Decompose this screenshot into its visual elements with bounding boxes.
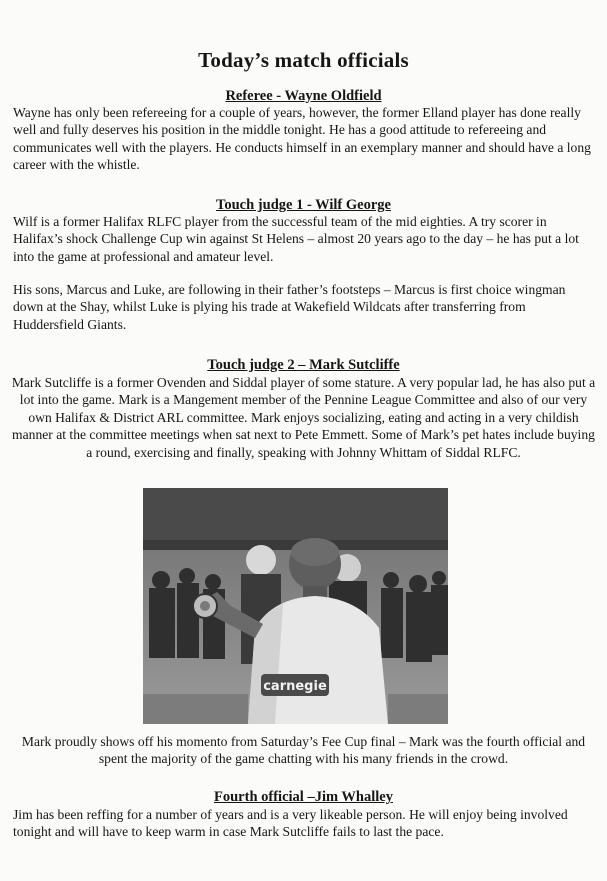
photo-mark-sutcliffe (143, 488, 448, 724)
heading-fourth-official: Fourth official –Jim Whalley (214, 789, 393, 805)
paragraph-referee: Wayne has only been refereeing for a couple of years, however, the former Elland player has done really well and fully deserves his position in the middle tonight. He has a good attitude to refereeing and communicates well with the players. He conducts himself in an exemplary manner and should have a long career with the whistle. (13, 105, 591, 173)
heading-referee: Referee - Wayne Oldfield (225, 88, 382, 104)
photo-caption: Mark proudly shows off his momento from Saturday’s Fee Cup final – Mark was the fourth official and spent the majority of the game chatting with his many friends in the crowd. (21, 734, 586, 767)
paragraph-touch-judge-1-a: Wilf is a former Halifax RLFC player from the successful team of the mid eighties. A try scorer in Halifax’s shock Challenge Cup win against St Helens – almost 20 years ago to the day – he has put a lot into the game at professional and amateur level. (13, 214, 579, 264)
heading-touch-judge-2: Touch judge 2 – Mark Sutcliffe (207, 357, 400, 373)
photo-illustration (143, 488, 448, 724)
heading-touch-judge-1: Touch judge 1 - Wilf George (216, 197, 391, 213)
paragraph-touch-judge-1-b: His sons, Marcus and Luke, are following in their father’s footsteps – Marcus is first choice wingman down at the Shay, whilst Luke is plying his trade at Wakefield Wildcats after transferring from Huddersfield Giants. (13, 282, 566, 332)
page-title: Today’s match officials (198, 48, 409, 72)
paragraph-touch-judge-2: Mark Sutcliffe is a former Ovenden and Siddal player of some stature. A very popular lad, he has also put a lot into the game. Mark is a Mangement member of the Pennine League Committee and also of our very own Halifax & District ARL committee. Mark enjoys socializing, eating and acting in a very childish manner at the committee meetings when sat next to Pete Emmett. Some of Mark’s pet hates include buying a round, exercising and finally, speaking with Johnny Whittam of Siddal RLFC. (11, 375, 596, 460)
paragraph-fourth-official: Jim has been reffing for a number of years and is a very likeable person. He will enjoy being involved tonight and will have to keep warm in case Mark Sutcliffe fails to last the pace. (13, 807, 568, 840)
shirt-logo-text: carnegie (263, 679, 327, 694)
